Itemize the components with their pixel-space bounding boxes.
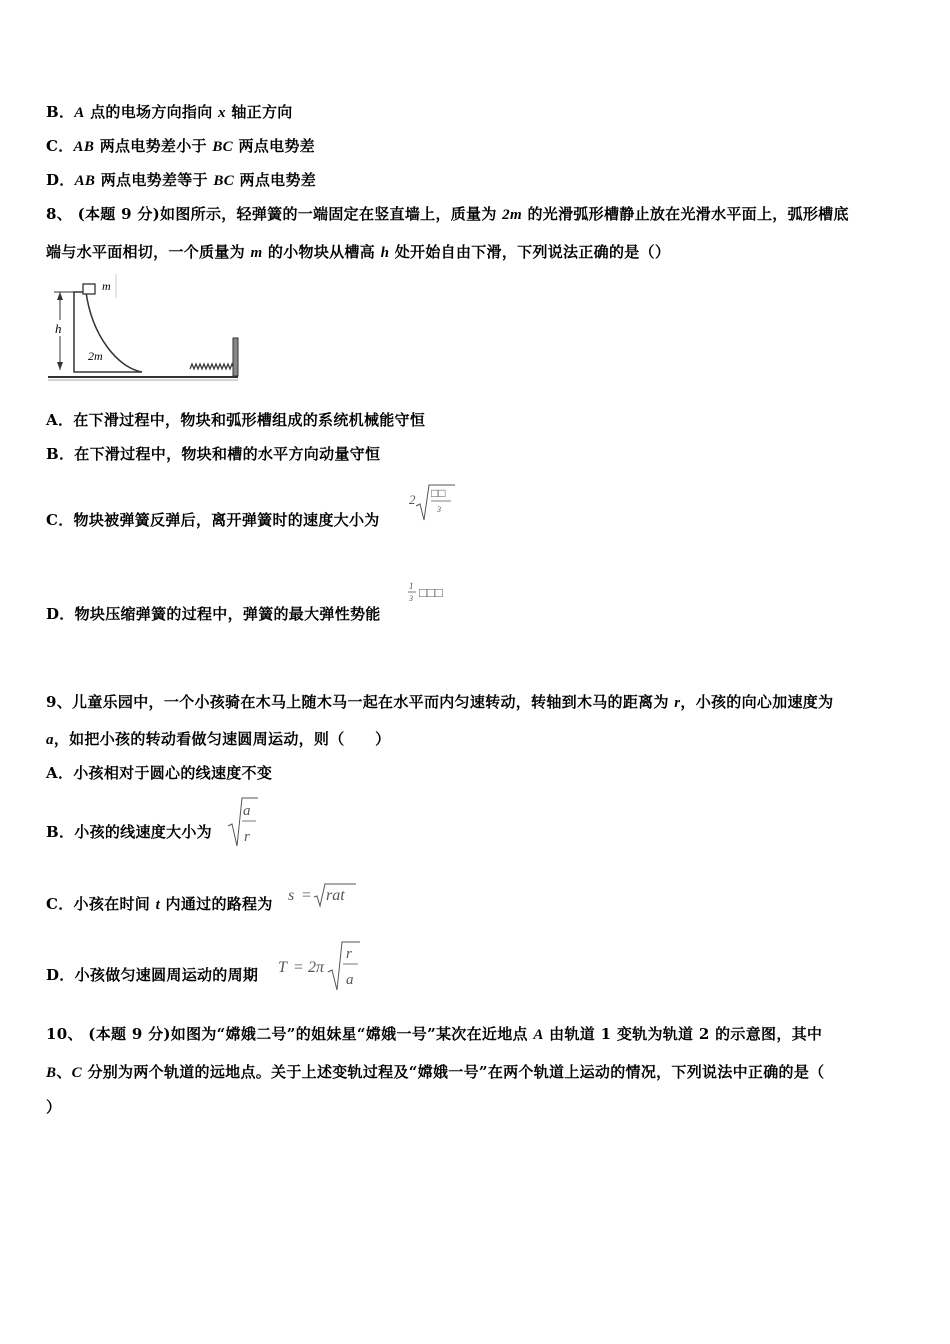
q8-option-c-formula bbox=[407, 482, 457, 524]
q10-stem-line2: B、C 分别为两个轨道的远地点。关于上述变轨过程及“嫦娥一号”在两个轨道上运动的情况，下列说法中正确的是（ bbox=[46, 1063, 825, 1081]
h-arrow-bottom bbox=[57, 362, 63, 370]
q8-stem-line1: 8、 (本题 9 分)如图所示，轻弹簧的一端固定在竖直墙上，质量为 2m 的光滑弧形槽静止放在光滑水平面上，弧形槽底 bbox=[46, 205, 849, 223]
svg-text:r: r bbox=[244, 829, 250, 845]
block-m bbox=[83, 284, 95, 294]
q8-option-b: B．在下滑过程中，物块和槽的水平方向动量守恒 bbox=[46, 445, 381, 463]
svg-text:□□□: □□□ bbox=[419, 585, 443, 600]
q8-figure bbox=[44, 272, 244, 384]
q9-stem-line2: a，如把小孩的转动看做匀速圆周运动，则（ ） bbox=[46, 730, 391, 748]
svg-text:=: = bbox=[302, 887, 312, 904]
svg-text:T: T bbox=[278, 959, 287, 976]
q9-option-c-formula bbox=[286, 880, 360, 910]
q10-stem-line3: ） bbox=[46, 1098, 62, 1116]
svg-text:□□: □□ bbox=[431, 486, 446, 500]
q7-option-b: B．A 点的电场方向指向 x 轴正方向 bbox=[46, 103, 293, 121]
q8-option-d-formula bbox=[407, 578, 461, 608]
svg-text:rat: rat bbox=[326, 887, 345, 904]
svg-text:a: a bbox=[243, 803, 251, 819]
h-arrow-top bbox=[57, 292, 63, 300]
arc-trough bbox=[74, 292, 142, 372]
q8-option-d: D．物块压缩弹簧的过程中，弹簧的最大弹性势能 bbox=[46, 605, 381, 623]
svg-text:a: a bbox=[346, 972, 354, 988]
h-label: h bbox=[55, 321, 62, 336]
q8-option-c: C．物块被弹簧反弹后，离开弹簧时的速度大小为 bbox=[46, 511, 380, 529]
svg-text:s: s bbox=[288, 887, 295, 904]
q9-option-d-formula bbox=[276, 940, 366, 992]
svg-text:=: = bbox=[294, 959, 304, 976]
svg-text:2π: 2π bbox=[308, 959, 325, 976]
svg-text:r: r bbox=[346, 946, 352, 962]
svg-text:1: 1 bbox=[409, 581, 414, 591]
q9-option-d: D．小孩做匀速圆周运动的周期 bbox=[46, 966, 259, 984]
svg-text:3: 3 bbox=[437, 505, 441, 514]
q9-option-b-formula bbox=[226, 796, 260, 850]
q8-option-a: A．在下滑过程中，物块和弧形槽组成的系统机械能守恒 bbox=[46, 411, 426, 429]
q9-stem-line1: 9、儿童乐园中，一个小孩骑在木马上随木马一起在水平而内匀速转动，转轴到木马的距离为 r，小孩的向心加速度为 bbox=[46, 693, 834, 711]
q10-stem-line1: 10、 (本题 9 分)如图为“嫦娥二号”的姐妹星“嫦娥一号”某次在近地点 A 由轨道 1 变轨为轨道 2 的示意图，其中 bbox=[46, 1025, 823, 1043]
q9-option-c: C．小孩在时间 t 内通过的路程为 bbox=[46, 895, 273, 913]
wall bbox=[233, 338, 238, 376]
q7-option-c: C．AB 两点电势差小于 BC 两点电势差 bbox=[46, 137, 315, 155]
q7-option-d: D．AB 两点电势差等于 BC 两点电势差 bbox=[46, 171, 317, 189]
svg-text:3: 3 bbox=[409, 594, 413, 603]
m-label: m bbox=[102, 279, 111, 293]
q8-stem-line2: 端与水平面相切，一个质量为 m 的小物块从槽高 h 处开始自由下滑，下列说法正确的是（） bbox=[46, 243, 671, 261]
svg-text:2: 2 bbox=[409, 492, 416, 507]
q9-option-a: A．小孩相对于圆心的线速度不变 bbox=[46, 764, 273, 782]
spring bbox=[190, 364, 234, 369]
2m-label: 2m bbox=[88, 349, 103, 363]
q9-option-b: B．小孩的线速度大小为 bbox=[46, 823, 212, 841]
